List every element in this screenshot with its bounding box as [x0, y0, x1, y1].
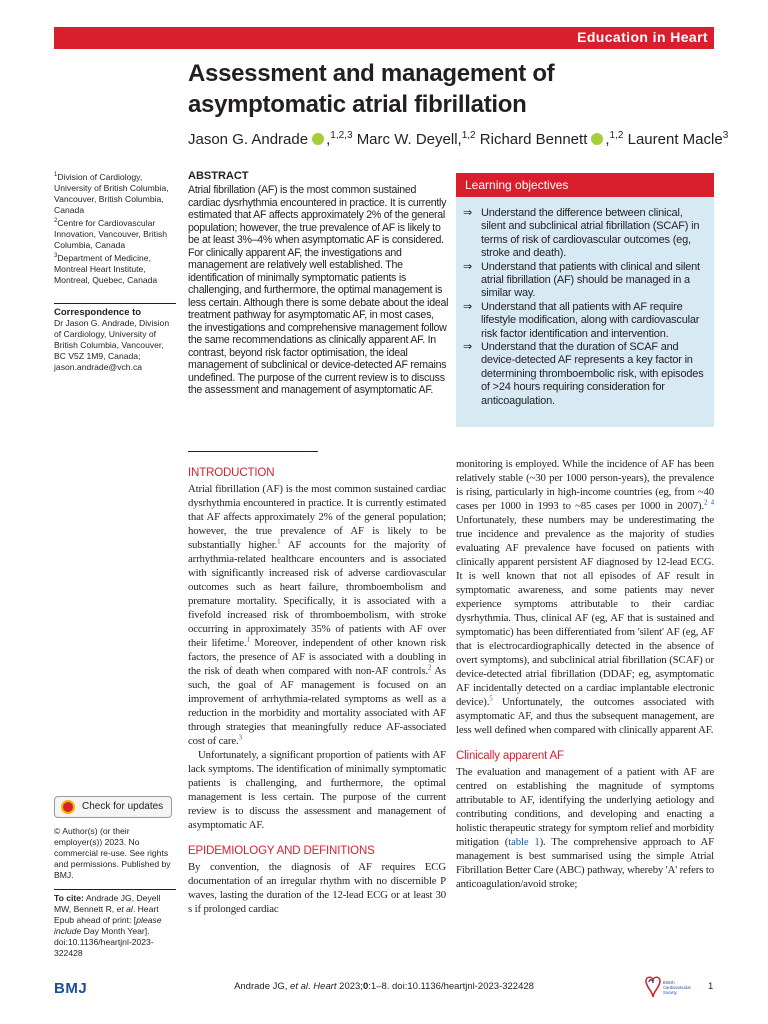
author-name: Laurent Macle — [627, 131, 723, 148]
arrow-icon: ⇒ — [463, 207, 473, 219]
check-for-updates-button[interactable] — [54, 796, 172, 818]
affiliation: $^2$Centre for Cardiovascular Innovation, Vancouver, British Columbia, Canada — [54, 217, 168, 250]
crossmark-icon — [61, 800, 75, 814]
check-for-updates-label: Check for updates — [82, 801, 164, 812]
author-name: Marc W. Deyell — [356, 131, 458, 148]
reference-link[interactable]: 5 — [489, 694, 493, 703]
list-item: ⇒ Understand the difference between clinical, silent and subclinical atrial fibrillation (SCAF) in terms of risk of cardiovascular outcomes (eg, stroke and death). — [463, 207, 700, 260]
paragraph: Atrial fibrillation (AF) is the most common sustained cardiac dysrhythmia encountered in practice. It is currently estimated that AF affects approximately 2% of the general population; however, the true prevalence of AF is likely to be substantially higher.$^1$ AF accounts for the majority of arrhythmia-related healthcare encounters and is associated with significantly increased risk of adverse cardiovascular outcomes such as heart failure, thromboembolism and premature mortality. Specifically, it is associated with a fivefold increased risk of thromboembolism, with stroke occurring in approximately 35% of patients with AF over their lifetime.$^1$ Moreover, independent of other known risk factors, the presence of AF is associated with a doubling in the risk of death when compared with non-AF controls.$^2$ As such, the goal of AF management is focused on an improvement of arrhythmia-related symptoms as well as a reduction in the morbidity and mortality associated with AF through strategies that meaningfully reduce AF-associated cost of care.$^3$ — [188, 483, 447, 747]
paragraph: By convention, the diagnosis of AF requires ECG documentation of an irregular rhythm with no discernible P waves, lasting the duration of the 12-lead ECG or at least 30 s if prolonged cardiac — [188, 861, 446, 915]
correspondence-body: Dr Jason G. Andrade, Division of Cardiology, University of British Columbia, Vancouver, BC V5Z 1M9, Canada; jason.andrade@vch.ca — [54, 318, 170, 372]
svg-text:Society: Society — [663, 990, 677, 995]
affiliations — [54, 170, 176, 286]
subsection-heading: Clinically apparent AF — [456, 750, 564, 762]
orcid-icon[interactable] — [312, 133, 324, 145]
citation-box: To cite: Andrade JG, Deyell MW, Bennett R, et al. Heart Epub ahead of print: [please include Day Month Year]. doi:10.1136/heartjnl-2023-322428 — [54, 889, 176, 959]
author-affil: 3 — [722, 130, 729, 141]
paragraph: monitoring is employed. While the incidence of AF has been relatively stable (~30 per 1000 person-years), the prevalence is rising, particularly in high-income countries (eg, from ~40 cases per 1000 in 1993 to ~85 cases per 1000 in 2007).$^{2 4}$ Unfortunately, these numbers may be underestimating the true incidence and prevalence as the majority of studies evaluating AF prevalence have focused on patients with clinically apparent persistent AF diagnosed by 12-lead ECG. It is well known that not all episodes of AF result in symptomatic awareness, and some patients may never experience symptoms attributable to their cardiac dysrhythmia. Thus, clinical AF (eg, AF that is sustained and symptomatic) has been differentiated from 'silent' AF (eg, AF that is electrocardiographically detected in the absence of overt symptoms), and subclinical atrial fibrillation (SCAF) or device-detected atrial fibrillation (DDAF; eg, asymptomatic AF incidentally detected on a cardiac implantable electronic device).$^5$ Unfortunately, the outcomes associated with asymptomatic AF, and thus the subsequent management, are less well defined when compared with clinically apparent AF. — [456, 458, 714, 736]
section-label: Education in Heart — [577, 29, 708, 45]
arrow-icon: ⇒ — [463, 341, 473, 354]
reference-link[interactable]: 1 — [246, 635, 250, 644]
page-footer: Andrade JG, et al. Heart 2023;0:1–8. doi:10.1136/heartjnl-2023-322428 — [234, 981, 534, 992]
affiliation: $^3$Department of Medicine, Montreal Heart Institute, Montreal, Quebec, Canada — [54, 252, 158, 285]
bmj-logo: BMJ — [54, 980, 88, 997]
bcs-heart-logo — [640, 975, 692, 1001]
paragraph: The evaluation and management of a patient with AF are centred on establishing the magnitude of symptoms attributable to AF, identifying the underlying aetiology and contributing conditions, and developing and enacting a holistic therapeutic strategy for symptom relief and morbidity mitigation (table 1). The comprehensive approach to AF management is best summarised using the simple Atrial Fibrillation Better Care (ABC) pathway, whereby 'A' refers to anticoagulation/avoid stroke; — [456, 766, 714, 890]
section-heading-epidemiology: EPIDEMIOLOGY AND DEFINITIONS — [188, 845, 375, 857]
reference-link[interactable]: 1 — [277, 537, 281, 546]
reference-link[interactable]: 3 — [238, 733, 242, 742]
section-heading-introduction: INTRODUCTION — [188, 467, 275, 479]
author-name: Richard Bennett — [479, 131, 588, 148]
body-column-left — [188, 466, 446, 916]
copyright-notice: © Author(s) (or their employer(s)) 2023. No commercial re-use. See rights and permissions. Published by BMJ. — [54, 826, 171, 880]
author-affil: 1,2 — [609, 130, 624, 141]
article-title: Assessment and management of asymptomatic atrial fibrillation — [188, 60, 555, 118]
table-link[interactable]: table 1 — [508, 836, 540, 848]
list-item: ⇒ Understand that patients with clinical and silent atrial fibrillation (AF) should be managed in a similar way. — [463, 260, 700, 300]
orcid-icon[interactable] — [591, 133, 603, 145]
affiliation: $^1$Division of Cardiology, University of British Columbia, Vancouver, British Columbia, Canada — [54, 171, 169, 215]
paragraph: Unfortunately, a significant proportion of patients with AF lack symptoms. The identification of minimally symptomatic patients is challenging, and furthermore, the optimal management is less certain. The purpose of the current review is to discuss the assessment and management of asymptomatic AF. — [188, 749, 446, 831]
abstract-heading: ABSTRACT — [188, 170, 249, 182]
author-name: Jason G. Andrade — [188, 131, 309, 148]
arrow-icon: ⇒ — [463, 300, 473, 313]
author-list: Jason G. Andrade ,$^{1,2,3}$ Marc W. Deyell,$^{1,2}$ Richard Bennett ,$^{1,2}$ Laurent Macle$^3$ — [188, 130, 729, 148]
abstract-body: Atrial fibrillation (AF) is the most common sustained cardiac dysrhythmia encountered in practice. It is currently estimated that AF affects approximately 2% of the general population; however, the true prevalence of AF is likely to be at least 3%–4% when asymptomatic AF is considered. For clinically apparent AF, the investigations and management are relatively well established. The identification of minimally symptomatic patients is challenging, and furthermore, the optimal management is less certain. Although there is some debate about the ideal treatment pathway for asymptomatic AF, in most cases, the investigations and comprehensive management follow the same recommendations as clinically apparent AF. In contrast, beyond risk factor optimisation, the ideal management of subclinical or device-detected AF remains undefined. The purpose of the current review is to discuss the assessment and management of asymptomatic AF. — [188, 184, 449, 396]
arrow-icon: ⇒ — [463, 260, 473, 273]
svg-text:Cardiovascular: Cardiovascular — [663, 985, 691, 990]
svg-text:British: British — [663, 980, 675, 985]
abstract-divider — [188, 451, 318, 452]
learning-objectives-heading: Learning objectives — [456, 173, 714, 197]
correspondence-heading: Correspondence to — [54, 303, 176, 318]
body-column-right — [456, 457, 714, 891]
reference-link[interactable]: 2 — [427, 663, 432, 672]
list-item: ⇒ Understand that the duration of SCAF and device-detected AF represents a key factor in determining thromboembolic risk, with episodes of >24 hours requiring consideration for anticoagulation. — [463, 341, 704, 407]
author-affil: 1,2,3 — [330, 130, 353, 141]
list-item: ⇒ Understand that all patients with AF require lifestyle modification, along with cardiovascular risk factor identification and intervention. — [463, 300, 700, 340]
learning-objectives-list — [463, 207, 709, 408]
section-banner — [54, 27, 714, 49]
author-affil: 1,2 — [461, 130, 476, 141]
reference-link[interactable]: 2 4 — [703, 498, 714, 507]
page-number: 1 — [708, 981, 714, 992]
learning-objectives-box — [456, 173, 714, 427]
